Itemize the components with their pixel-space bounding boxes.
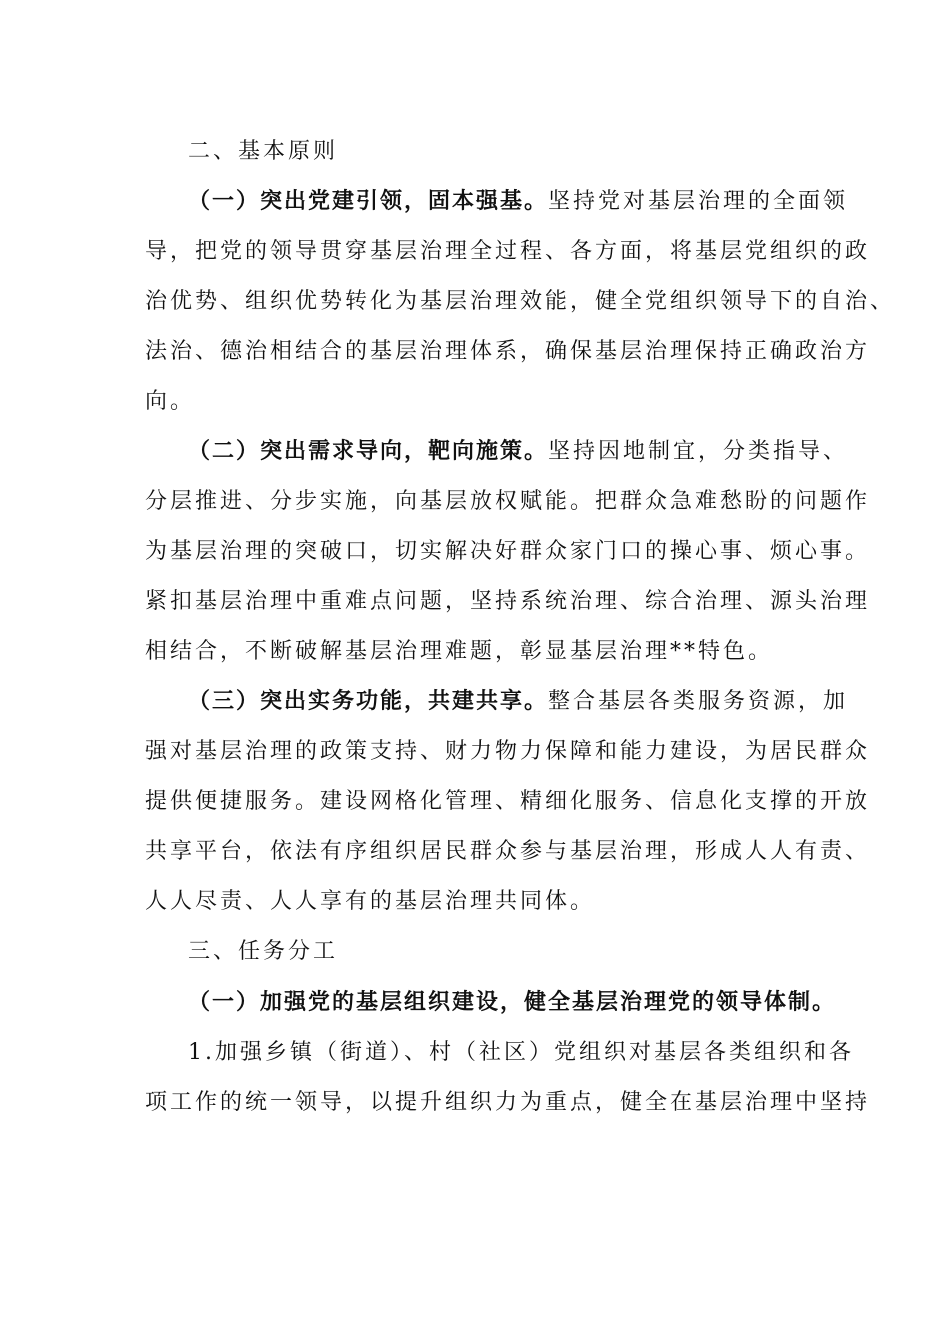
paragraph-3-line-3: 提供便捷服务。建设网格化管理、精细化服务、信息化支撑的开放	[145, 789, 871, 814]
paragraph-1-line-4: 法治、德治相结合的基层治理体系，确保基层治理保持正确政治方	[145, 339, 871, 364]
item-1-line-2: 项工作的统一领导，以提升组织力为重点，健全在基层治理中坚持	[145, 1090, 871, 1115]
paragraph-3-line-4: 共享平台，依法有序组织居民群众参与基层治理，形成人人有责、	[145, 839, 871, 864]
paragraph-1-lead: （一）突出党建引领，固本强基。	[188, 189, 549, 214]
sub-heading-party-organization: （一）加强党的基层组织建设，健全基层治理党的领导体制。	[188, 990, 837, 1015]
paragraph-3-line-1	[188, 687, 848, 717]
paragraph-2-line-5: 相结合，不断破解基层治理难题，彰显基层治理**特色。	[145, 639, 774, 664]
paragraph-2-lead: （二）突出需求导向，靶向施策。	[188, 439, 549, 464]
paragraph-3-line-1-text: 整合基层各类服务资源，加	[548, 689, 849, 714]
paragraph-1-line-2: 导，把党的领导贯穿基层治理全过程、各方面，将基层党组织的政	[145, 239, 871, 264]
paragraph-3-line-2: 强对基层治理的政策支持、财力物力保障和能力建设，为居民群众	[145, 739, 871, 764]
paragraph-1-line-1	[188, 187, 848, 217]
paragraph-1-line-3: 治优势、组织优势转化为基层治理效能，健全党组织领导下的自治、	[145, 289, 896, 314]
paragraph-2-line-1-text: 坚持因地制宜，分类指导、	[548, 439, 849, 464]
paragraph-2-line-2: 分层推进、分步实施，向基层放权赋能。把群众急难愁盼的问题作	[145, 489, 871, 514]
paragraph-2-line-1	[188, 437, 848, 467]
paragraph-3-line-5: 人人尽责、人人享有的基层治理共同体。	[145, 889, 596, 914]
section-heading-task-division: 三、任务分工	[188, 939, 339, 964]
paragraph-1-line-5: 向。	[145, 389, 196, 414]
section-heading-basic-principles: 二、基本原则	[188, 139, 339, 164]
paragraph-2-line-3: 为基层治理的突破口，切实解决好群众家门口的操心事、烦心事。	[145, 539, 871, 564]
paragraph-2-line-4: 紧扣基层治理中重难点问题，坚持系统治理、综合治理、源头治理	[145, 589, 871, 614]
paragraph-3-lead: （三）突出实务功能，共建共享。	[188, 689, 549, 714]
paragraph-1-line-1-text: 坚持党对基层治理的全面领	[548, 189, 849, 214]
item-1-line-1: 1.加强乡镇（街道）、村（社区）党组织对基层各类组织和各	[188, 1040, 854, 1065]
